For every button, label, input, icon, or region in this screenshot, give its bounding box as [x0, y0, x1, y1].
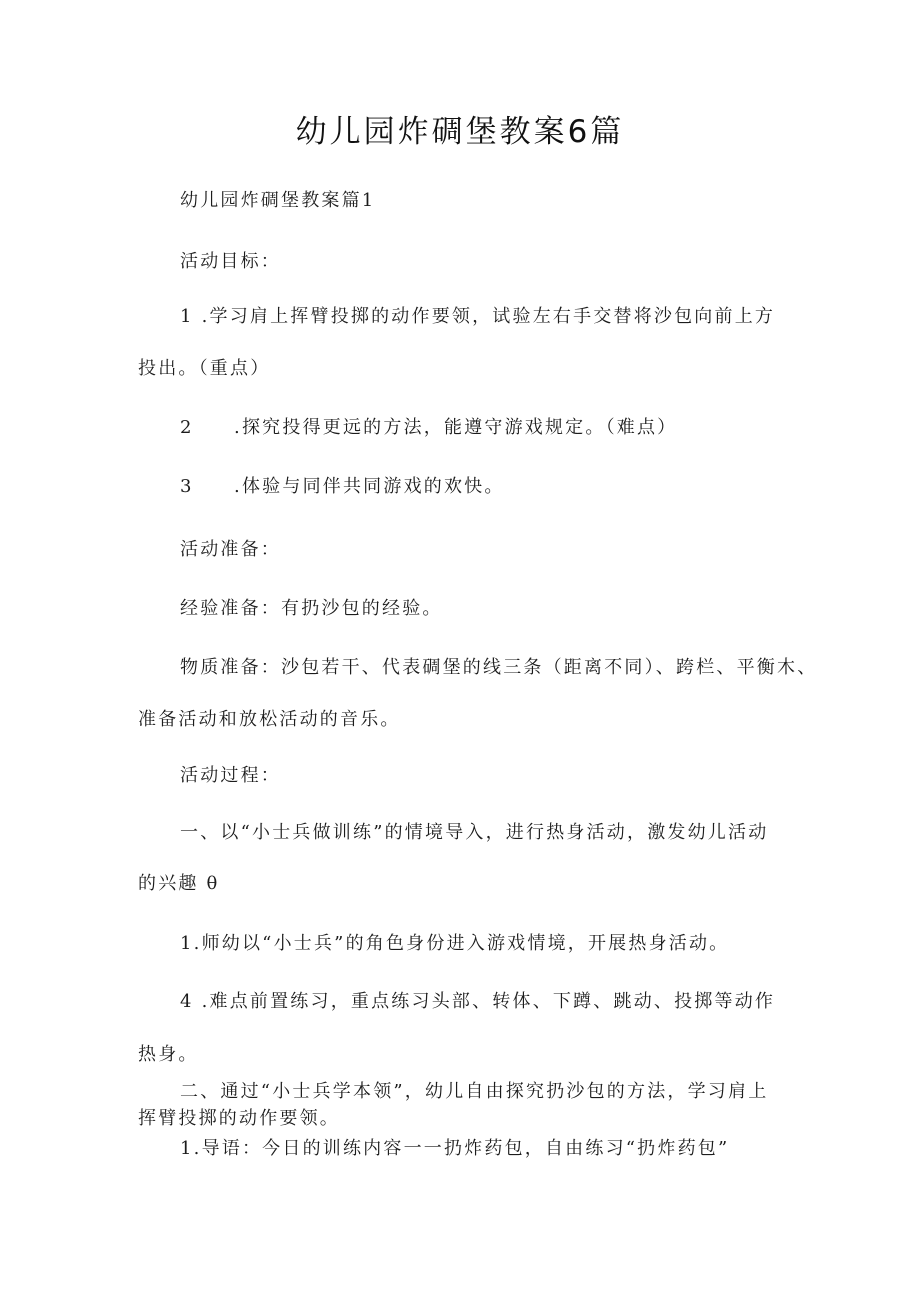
- paragraph-step-two-1: 1.导语：今日的训练内容一一扔炸药包，自由练习“扔炸药包”: [180, 1138, 730, 1159]
- paragraph-step-one-4: 4 .难点前置练习，重点练习头部、转体、下蹲、跳动、投掷等动作: [180, 991, 776, 1012]
- paragraph-process: 活动过程：: [180, 765, 281, 786]
- paragraph-step-one-4-cont: 热身。: [138, 1044, 199, 1065]
- paragraph-preparation: 活动准备：: [180, 539, 281, 560]
- paragraph-goal-2: 2 .探究投得更远的方法，能遵守游戏规定。（难点）: [180, 417, 678, 438]
- paragraph-experience-prep: 经验准备：有扔沙包的经验。: [180, 598, 443, 619]
- document-title: 幼儿园炸碉堡教案6篇: [295, 114, 625, 150]
- section-heading: 幼儿园炸碉堡教案篇1: [180, 190, 376, 211]
- paragraph-step-one-1: 1.师幼以“小士兵”的角色身份进入游戏情境，开展热身活动。: [180, 933, 730, 954]
- paragraph-goal-1: 1 .学习肩上挥臂投掷的动作要领，试验左右手交替将沙包向前上方: [180, 306, 776, 327]
- paragraph-activity-goals: 活动目标：: [180, 251, 281, 272]
- paragraph-goal-3: 3 .体验与同伴共同游戏的欢快。: [180, 476, 505, 497]
- paragraph-material-prep: 物质准备：沙包若干、代表碉堡的线三条（距离不同）、跨栏、平衡木、: [180, 657, 818, 678]
- paragraph-step-two: 二、通过“小士兵学本领”，幼儿自由探究扔沙包的方法，学习肩上: [180, 1081, 769, 1102]
- paragraph-step-one: 一、以“小士兵做训练”的情境导入，进行热身活动，激发幼儿活动: [180, 822, 769, 843]
- paragraph-material-prep-cont: 准备活动和放松活动的音乐。: [138, 709, 401, 730]
- paragraph-goal-1-cont: 投出。（重点）: [138, 358, 271, 379]
- paragraph-step-one-cont: 的兴趣 θ: [138, 873, 220, 894]
- paragraph-step-two-cont: 挥臂投掷的动作要领。: [138, 1108, 340, 1129]
